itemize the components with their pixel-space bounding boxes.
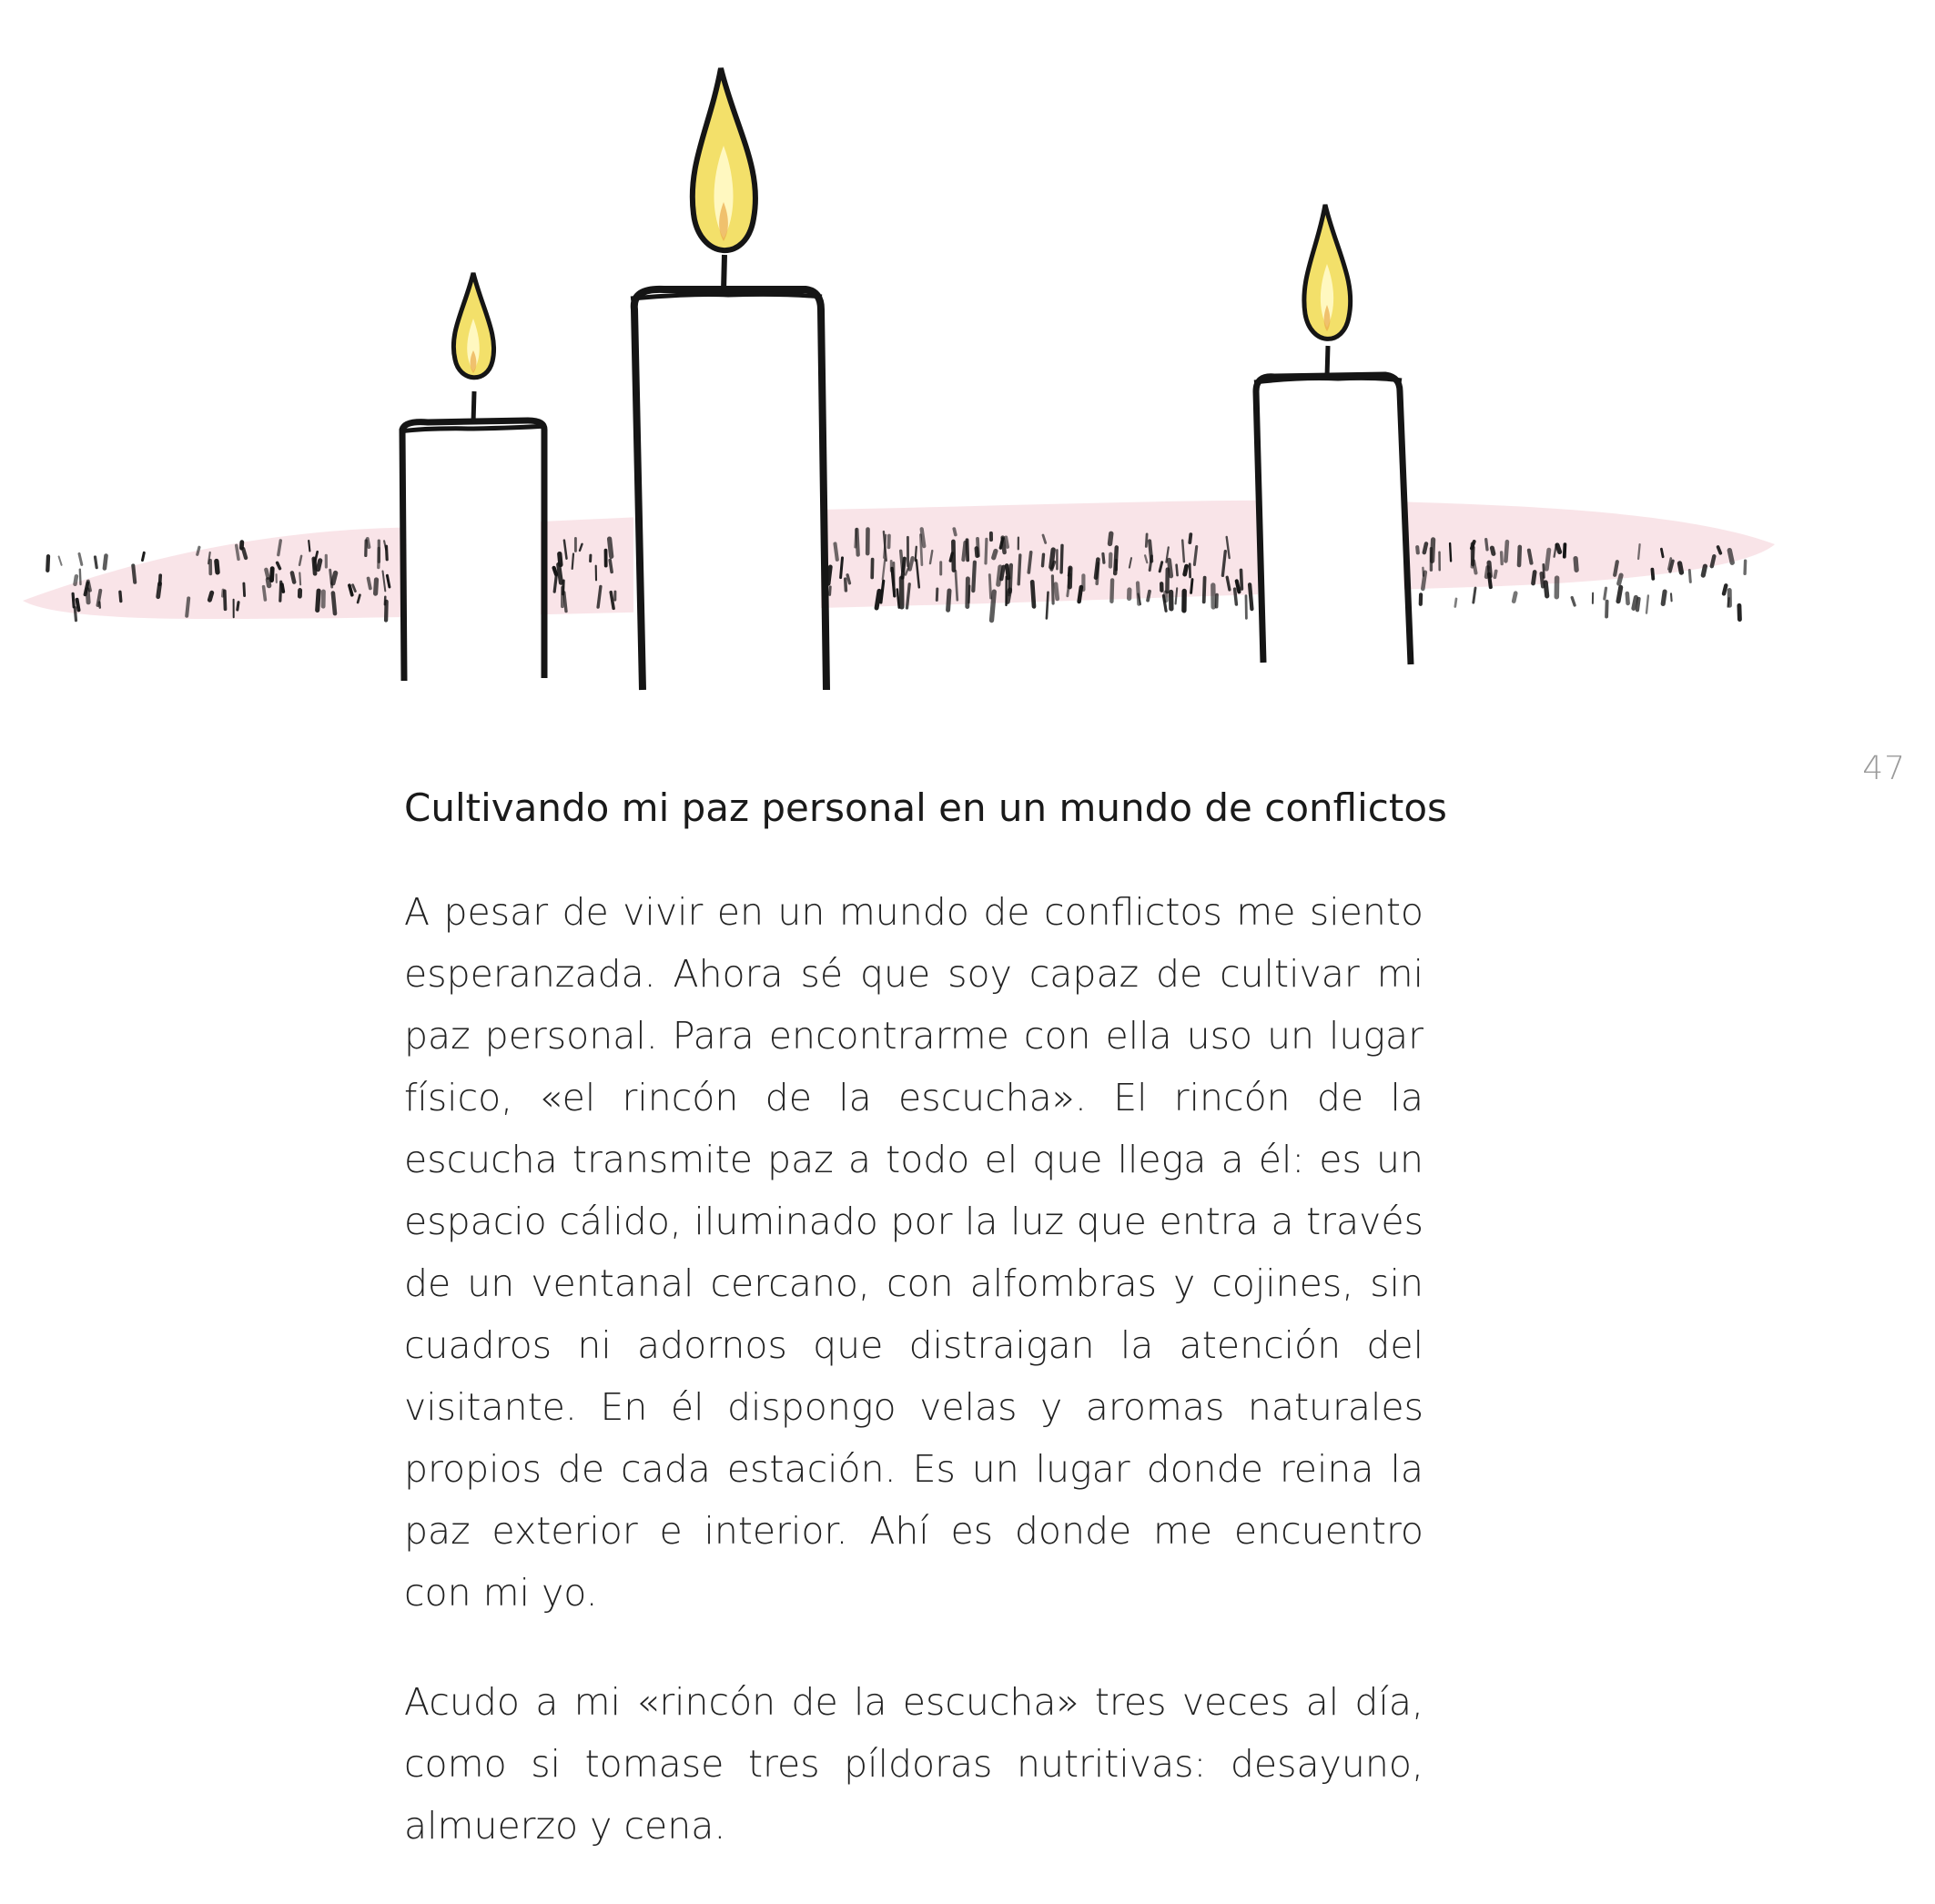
paragraph-1: A pesar de vivir en un mundo de conflictos me siento esperanzada. Ahora sé que soy capaz de cultivar mi paz personal. Para encontrarme con ella uso un lugar físico, «el rincón de la escucha». El rincón de la escucha transmite paz a todo el que llega a él: es un espacio cálido, iluminado por la luz que entra a través de un ventanal cercano, con alfombras y cojines, sin cuadros ni adornos que distraigan la atención del visitante. En él dispongo velas y aromas naturales propios de cada estación. Es un lugar donde reina la paz exterior e interior. Ahí es donde me encuentro con mi yo. [404,881,1423,1624]
article-title: Cultivando mi paz personal en un mundo de conflictos [404,781,1423,836]
page-number: 47 [1862,750,1906,787]
paragraph-2: Acudo a mi «rincón de la escucha» tres veces al día, como si tomase tres píldoras nutritivas: desayuno, almuerzo y cena. [404,1671,1423,1857]
right-candle [1254,205,1411,664]
left-candle [400,273,546,681]
article [404,781,1423,1904]
candles-illustration [0,0,1935,710]
middle-candle [631,68,826,690]
